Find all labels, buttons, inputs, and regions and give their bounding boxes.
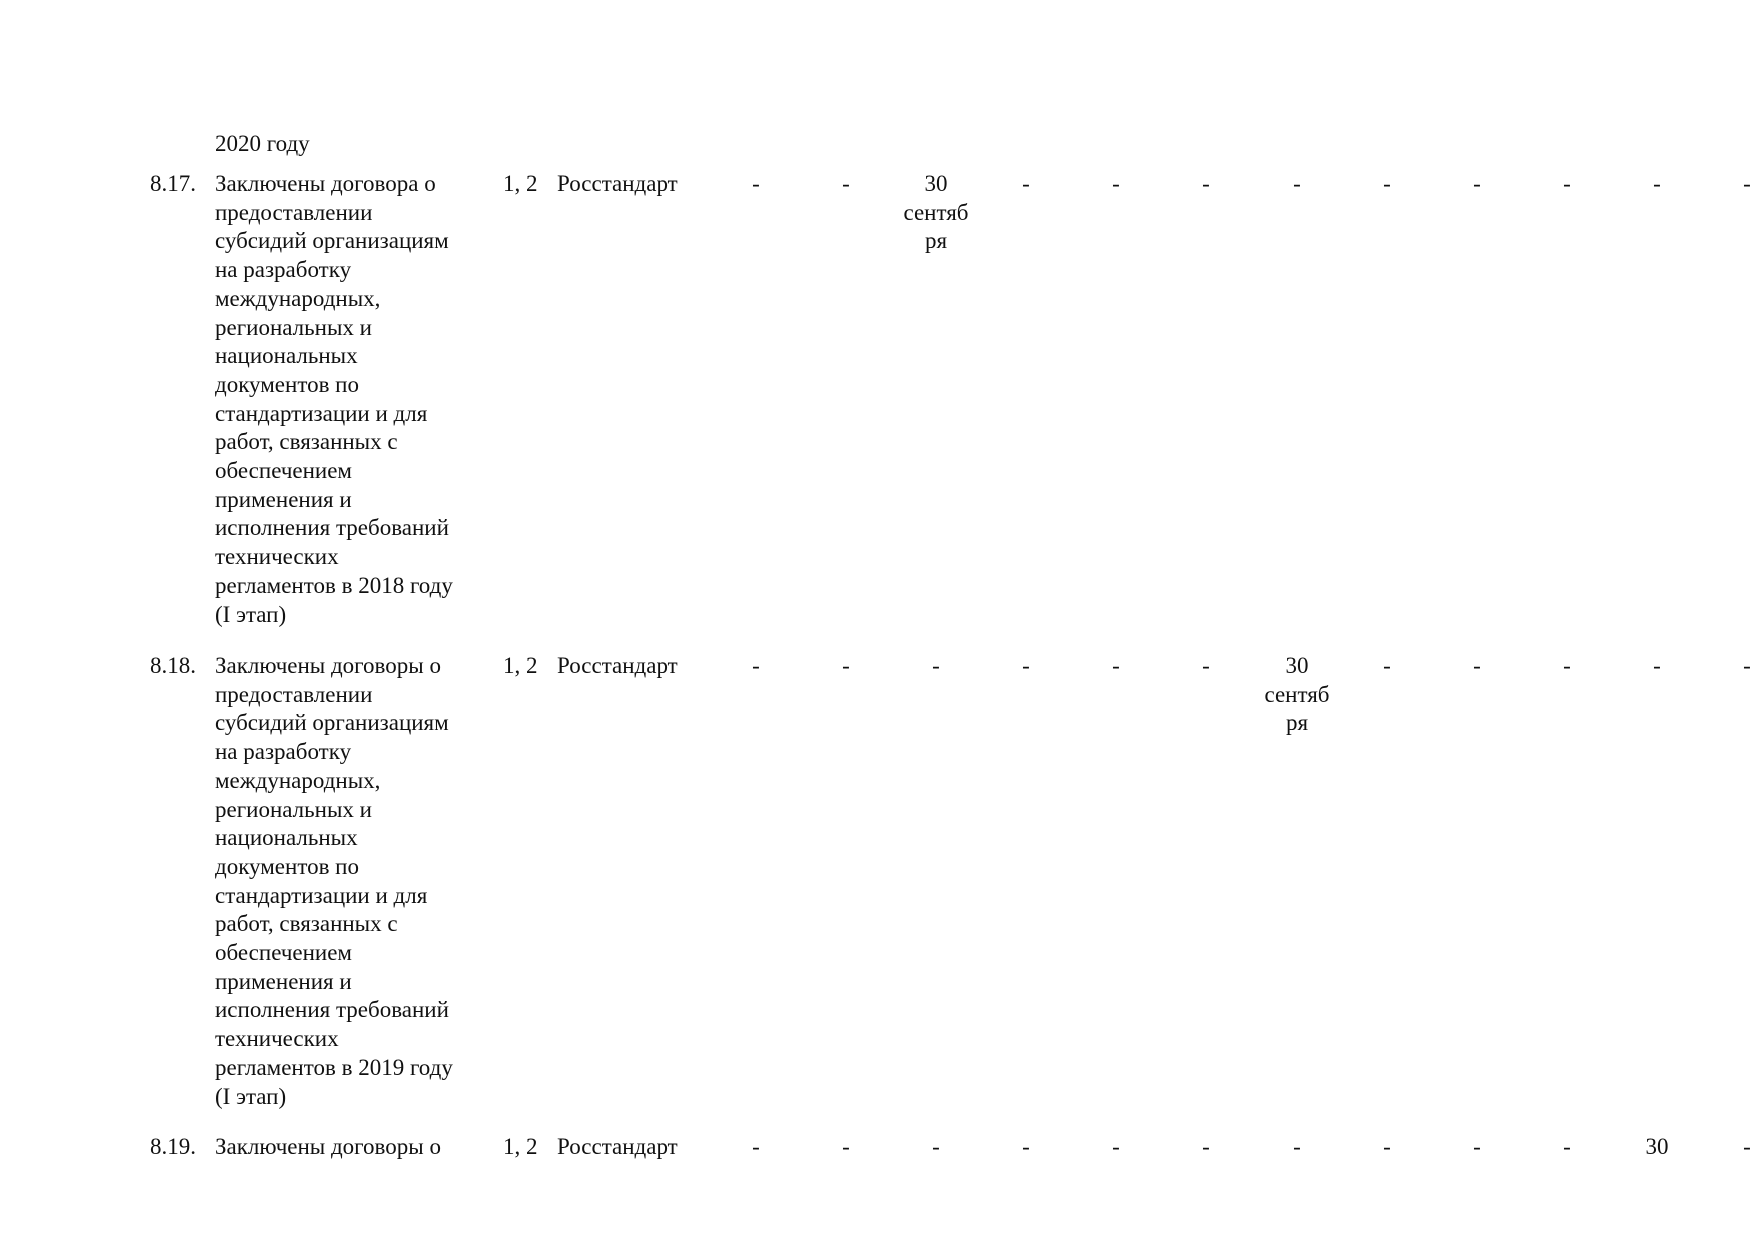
row-cell-line: -	[1293, 171, 1301, 196]
row-cell-line: -	[1473, 1134, 1481, 1159]
row-cell	[891, 652, 981, 681]
row-cell	[801, 170, 891, 199]
row-title-line: Заключены договоры о	[215, 1134, 441, 1159]
row-cell	[1702, 170, 1754, 199]
row-tasks: 1, 2	[503, 653, 538, 678]
row-cell-line: 30	[924, 171, 948, 196]
row-cell-line: -	[752, 653, 760, 678]
row-title-line: субсидий организациям	[215, 710, 449, 736]
row-cell-line: -	[1293, 1134, 1301, 1159]
row-cell	[711, 1133, 801, 1162]
row-cell-line: -	[842, 653, 850, 678]
row-cell	[1612, 1133, 1702, 1162]
row-title-line: международных,	[215, 767, 381, 793]
row-cell	[801, 1133, 891, 1162]
row-title-line: применения и	[215, 968, 352, 994]
row-tasks: 1, 2	[503, 171, 538, 196]
continuation-text: 2020 году	[215, 131, 310, 156]
row-title-line: обеспечением	[215, 940, 352, 966]
row-title	[215, 652, 485, 1111]
row-cell	[1702, 652, 1754, 681]
row-cell-line: -	[752, 171, 760, 196]
row-organization: Росстандарт	[557, 1134, 678, 1159]
row-cell	[1252, 1133, 1342, 1162]
row-cell-line: -	[1653, 171, 1661, 196]
row-organization: Росстандарт	[557, 653, 678, 678]
row-title-line: (I этап)	[215, 1083, 287, 1109]
row-cell	[711, 652, 801, 681]
row-cell-line: -	[1383, 1134, 1391, 1159]
row-cell-line: 30	[1645, 1134, 1669, 1159]
row-cell	[1342, 652, 1432, 681]
row-cell-line: -	[1473, 653, 1481, 678]
row-cell-line: -	[1202, 1134, 1210, 1159]
row-number: 8.17.	[150, 171, 196, 196]
row-cell-line: -	[1743, 171, 1751, 196]
row-cell-line: -	[1743, 653, 1751, 678]
row-title-line: исполнения требований	[215, 997, 449, 1023]
row-cell	[1522, 170, 1612, 199]
row-cell	[1252, 652, 1342, 738]
row-cell-line: -	[1112, 1134, 1120, 1159]
row-cell-line: -	[932, 653, 940, 678]
row-title-line: работ, связанных с	[215, 911, 398, 937]
row-cell-line: -	[1383, 171, 1391, 196]
row-cell	[1432, 652, 1522, 681]
row-cell-line: -	[932, 1134, 940, 1159]
row-cell-line: -	[1112, 653, 1120, 678]
row-cell-line: -	[1563, 1134, 1571, 1159]
row-cell	[891, 1133, 981, 1162]
row-title-line: национальных	[215, 825, 358, 851]
row-cell	[1342, 170, 1432, 199]
row-cell-line: сентяб	[903, 199, 969, 225]
row-cell	[891, 170, 981, 256]
row-title-line: (I этап)	[215, 601, 287, 627]
row-cell	[1342, 1133, 1432, 1162]
row-cell-line: -	[1563, 171, 1571, 196]
row-cell-line: -	[752, 1134, 760, 1159]
row-title-line: Заключены договора о	[215, 171, 436, 196]
row-cell-line: -	[1022, 1134, 1030, 1159]
row-organization: Росстандарт	[557, 171, 678, 196]
row-cell-line: -	[1473, 171, 1481, 196]
row-cell-line: ря	[924, 228, 948, 254]
row-cell-line: 30	[1285, 653, 1309, 678]
row-title-line: применения и	[215, 486, 352, 512]
row-cell	[1252, 170, 1342, 199]
row-cell	[1161, 652, 1251, 681]
row-cell-line: -	[1022, 653, 1030, 678]
row-cell	[1071, 1133, 1161, 1162]
row-cell-line: ря	[1285, 710, 1309, 736]
row-title-line: технических	[215, 544, 339, 570]
row-title	[215, 170, 485, 629]
row-cell-line: -	[1022, 171, 1030, 196]
row-cell-line: -	[842, 171, 850, 196]
row-title-line: обеспечением	[215, 458, 352, 484]
row-cell	[1612, 652, 1702, 681]
row-cell-line: -	[842, 1134, 850, 1159]
row-title-line: региональных и	[215, 314, 372, 340]
row-cell	[1522, 1133, 1612, 1162]
row-cell	[1161, 1133, 1251, 1162]
row-cell	[801, 652, 891, 681]
row-title-line: субсидий организациям	[215, 228, 449, 254]
row-title-line: стандартизации и для	[215, 882, 428, 908]
row-cell-line: -	[1112, 171, 1120, 196]
row-cell-line: сентяб	[1264, 681, 1330, 707]
row-cell-line: -	[1383, 653, 1391, 678]
row-tasks: 1, 2	[503, 1134, 538, 1159]
row-title-line: международных,	[215, 285, 381, 311]
row-title-line: стандартизации и для	[215, 400, 428, 426]
row-title-line: региональных и	[215, 796, 372, 822]
row-title-line: Заключены договоры о	[215, 653, 441, 678]
row-cell	[1432, 1133, 1522, 1162]
row-cell	[981, 170, 1071, 199]
row-cell	[1161, 170, 1251, 199]
row-title-line: регламентов в 2018 году	[215, 572, 453, 598]
row-cell-line: -	[1743, 1134, 1751, 1159]
row-title-line: технических	[215, 1026, 339, 1052]
row-cell	[1702, 1133, 1754, 1162]
row-title-line: на разработку	[215, 739, 352, 765]
row-title-line: документов по	[215, 853, 359, 879]
row-cell	[981, 1133, 1071, 1162]
row-title-line: предоставлении	[215, 681, 373, 707]
row-cell-line: -	[1563, 653, 1571, 678]
row-number: 8.19.	[150, 1134, 196, 1159]
row-title-line: предоставлении	[215, 199, 373, 225]
row-cell	[1071, 652, 1161, 681]
row-cell	[1612, 170, 1702, 199]
row-cell	[1432, 170, 1522, 199]
row-title	[215, 1133, 485, 1162]
row-title-line: исполнения требований	[215, 515, 449, 541]
row-cell	[1522, 652, 1612, 681]
row-title-line: документов по	[215, 371, 359, 397]
row-cell-line: -	[1653, 653, 1661, 678]
row-title-line: на разработку	[215, 257, 352, 283]
row-cell	[711, 170, 801, 199]
row-cell-line: -	[1202, 171, 1210, 196]
row-title-line: национальных	[215, 343, 358, 369]
row-cell	[1071, 170, 1161, 199]
row-title-line: работ, связанных с	[215, 429, 398, 455]
row-title-line: регламентов в 2019 году	[215, 1054, 453, 1080]
row-cell	[981, 652, 1071, 681]
row-number: 8.18.	[150, 653, 196, 678]
row-cell-line: -	[1202, 653, 1210, 678]
